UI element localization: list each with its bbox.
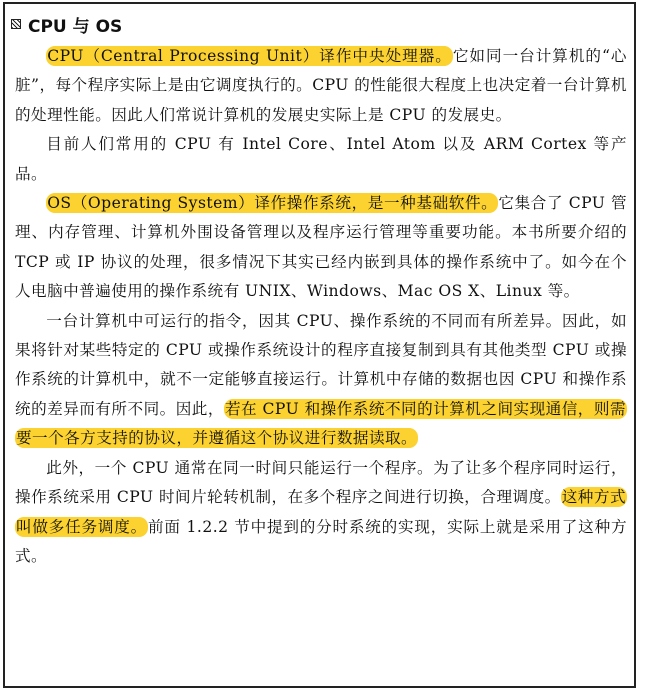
paragraph-multitasking	[15, 454, 627, 572]
section-title: CPU 与 OS	[28, 16, 123, 37]
paragraph-cpu-rest: 它如同一台计算机的“心脏”，每个程序实际上是由它调度执行的。CPU 的性能很大程度上也决定着一台计算机的处理性能。因此人们常说计算机的发展史实际上是 CPU 的发展史。	[15, 47, 628, 124]
paragraph-compatibility-text: 一台计算机中可运行的指令，因其 CPU、操作系统的不同而有所差异。因此，如果将针对某些特定的 CPU 或操作系统设计的程序直接复制到具有其他类型 CPU 或操作系统的计算机中，就不一定能够直接运行。计算机中存储的数据也因 CPU 和操作系统的差异而有所不同。因此，	[15, 311, 627, 418]
highlight-multitasking: 这种方式叫做多任务调度。	[16, 488, 626, 536]
highlight-cpu-definition: CPU（Central Processing Unit）译作中央处理器。	[47, 47, 452, 65]
paragraph-multitasking-after: 前面 1.2.2 节中提到的分时系统的实现，实际上就是采用了这种方式。	[15, 517, 627, 565]
square-bullet-icon	[11, 19, 21, 29]
paragraph-multitasking-before: 此外，一个 CPU 通常在同一时间只能运行一个程序。为了让多个程序同时运行，操作系统采用 CPU 时间片轮转机制，在多个程序之间进行切换，合理调度。	[15, 458, 627, 507]
paragraph-cpu	[15, 42, 627, 130]
paragraph-os	[15, 189, 627, 307]
highlight-os-definition: OS（Operating System）译作操作系统，是一种基础软件。	[47, 194, 498, 213]
paragraph-cpu-products-text: 目前人们常用的 CPU 有 Intel Core、Intel Atom 以及 ARM Cortex 等产品。	[15, 135, 627, 183]
paragraph-compatibility	[15, 307, 627, 454]
paragraph-os-rest: 它集合了 CPU 管理、内存管理、计算机外围设备管理以及程序运行管理等重要功能。本书所要介绍的 TCP 或 IP 协议的处理，很多情况下其实已经内嵌到具体的操作系统中了。如今在个人电脑中普遍使用的操作系统有 UNIX、Windows、Mac OS X、Linux 等。	[15, 194, 627, 301]
body-text	[15, 42, 627, 571]
text-box	[3, 2, 636, 688]
highlight-protocol-need: 若在 CPU 和操作系统不同的计算机之间实现通信，则需要一个各方支持的协议，并遵循这个协议进行数据读取。	[16, 399, 626, 448]
paragraph-cpu-products	[15, 130, 627, 189]
section-heading	[11, 12, 122, 36]
